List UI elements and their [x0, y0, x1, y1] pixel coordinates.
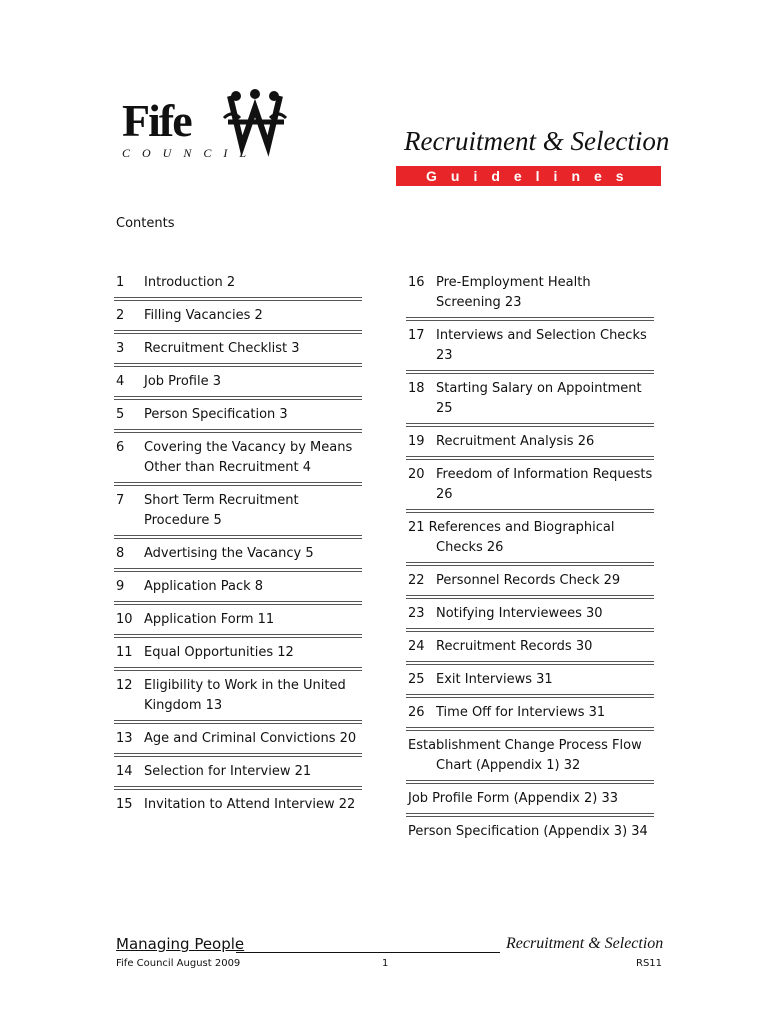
toc-entry-title: Application Form 11: [144, 612, 275, 627]
toc-entry-title: Invitation to Attend Interview 22: [144, 797, 356, 812]
toc-entry-title: Recruitment Records 30: [436, 639, 593, 654]
toc-entry-title: Notifying Interviewees 30: [436, 606, 603, 621]
toc-entry-number: 24: [408, 639, 425, 654]
toc-entry-number: 2: [116, 308, 125, 323]
toc-entry-title: Starting Salary on Appointment 25: [436, 381, 642, 416]
toc-entry[interactable]: [406, 325, 654, 366]
toc-entry-number: 23: [408, 606, 425, 621]
toc-divider: [406, 595, 654, 599]
toc-entry-number: 17: [408, 328, 425, 343]
toc-entry[interactable]: [114, 728, 362, 749]
toc-entry-number: 4: [116, 374, 125, 389]
toc-divider: [114, 601, 362, 605]
toc-entry-number: 18: [408, 381, 425, 396]
toc-entry-number: 8: [116, 546, 125, 561]
toc-entry-number: 20: [408, 467, 425, 482]
toc-entry[interactable]: [114, 338, 362, 359]
toc-divider: [114, 568, 362, 572]
footer-reference: RS11: [636, 958, 663, 969]
toc-entry-number: 10: [116, 612, 133, 627]
footer-doc-title: Recruitment & Selection: [506, 935, 664, 952]
toc-entry[interactable]: [114, 305, 362, 326]
toc-entry-number: 25: [408, 672, 425, 687]
toc-divider: [114, 667, 362, 671]
toc-divider: [406, 562, 654, 566]
toc-entry-title: Job Profile Form (Appendix 2) 33: [408, 791, 619, 806]
toc-entry[interactable]: [114, 543, 362, 564]
toc-divider: [406, 661, 654, 665]
toc-divider: [114, 482, 362, 486]
toc-entry[interactable]: [406, 735, 654, 776]
toc-entry-title: Short Term Recruitment Procedure 5: [144, 493, 299, 528]
toc-divider: [114, 753, 362, 757]
toc-entry-title: Job Profile 3: [144, 374, 221, 389]
toc-entry[interactable]: [406, 517, 654, 558]
toc-entry[interactable]: [114, 371, 362, 392]
toc-divider: [114, 330, 362, 334]
toc-entry[interactable]: [114, 576, 362, 597]
toc-entry-title: Person Specification 3: [144, 407, 288, 422]
toc-entry-number: 13: [116, 731, 133, 746]
toc-entry-title: Advertising the Vacancy 5: [144, 546, 314, 561]
logo-wordmark: Fife: [122, 95, 191, 146]
toc-divider: [406, 509, 654, 513]
toc-divider: [114, 786, 362, 790]
toc-entry[interactable]: [114, 609, 362, 630]
toc-entry-number: 26: [408, 705, 425, 720]
toc-entry-title: Eligibility to Work in the United Kingdom 13: [144, 678, 346, 713]
toc-divider: [406, 813, 654, 817]
toc-entry[interactable]: [406, 570, 654, 591]
toc-entry-number: 9: [116, 579, 125, 594]
toc-entry-title: Interviews and Selection Checks 23: [436, 328, 647, 363]
toc-entry-title: Application Pack 8: [144, 579, 264, 594]
toc-entry[interactable]: [406, 669, 654, 690]
toc-entry-number: 5: [116, 407, 125, 422]
toc-entry-title: Pre-Employment Health Screening 23: [436, 275, 591, 310]
toc-entry-number: 16: [408, 275, 425, 290]
toc-entry[interactable]: [114, 675, 362, 716]
toc-entry-title: Recruitment Analysis 26: [436, 434, 595, 449]
toc-entry[interactable]: [406, 821, 654, 842]
toc-entry-title: Equal Opportunities 12: [144, 645, 294, 660]
toc-entry[interactable]: [114, 761, 362, 782]
toc-entry-title: Filling Vacancies 2: [144, 308, 263, 323]
toc-divider: [406, 370, 654, 374]
toc-entry-number: 14: [116, 764, 133, 779]
toc-divider: [406, 456, 654, 460]
toc-entry[interactable]: [114, 437, 362, 478]
toc-right-column: [406, 272, 654, 842]
toc-entry-number: 7: [116, 493, 125, 508]
logo-figures-icon: [222, 88, 288, 158]
toc-entry-number: 22: [408, 573, 425, 588]
toc-divider: [406, 727, 654, 731]
toc-divider: [406, 694, 654, 698]
toc-divider: [114, 535, 362, 539]
toc-entry-number: 1: [116, 275, 125, 290]
toc-divider: [406, 628, 654, 632]
toc-entry[interactable]: [406, 702, 654, 723]
toc-entry-number: 12: [116, 678, 133, 693]
toc-entry-title: Time Off for Interviews 31: [436, 705, 606, 720]
toc-entry-title: Age and Criminal Convictions 20: [144, 731, 357, 746]
toc-entry-title: Person Specification (Appendix 3) 34: [408, 824, 648, 839]
toc-entry-number: 19: [408, 434, 425, 449]
toc-entry[interactable]: [406, 603, 654, 624]
toc-entry[interactable]: [114, 642, 362, 663]
document-title: Recruitment & Selection: [404, 126, 670, 156]
toc-entry[interactable]: [406, 272, 654, 313]
footer-divider: [236, 952, 500, 953]
toc-divider: [114, 634, 362, 638]
toc-divider: [114, 429, 362, 433]
toc-left-column: [114, 272, 362, 815]
toc-divider: [406, 780, 654, 784]
toc-entry-number: 11: [116, 645, 133, 660]
toc-entry-number: 3: [116, 341, 125, 356]
toc-entry[interactable]: [406, 431, 654, 452]
contents-heading: Contents: [116, 216, 175, 231]
toc-divider: [114, 396, 362, 400]
toc-divider: [114, 363, 362, 367]
toc-entry-title: Introduction 2: [144, 275, 236, 290]
toc-entry-title: Establishment Change Process Flow Chart (Appendix 1) 32: [408, 738, 642, 773]
toc-entry[interactable]: [406, 378, 654, 419]
toc-entry-title: Exit Interviews 31: [436, 672, 553, 687]
toc-divider: [406, 423, 654, 427]
footer-page-number: 1: [382, 958, 389, 969]
toc-entry-title: Freedom of Information Requests 26: [436, 467, 653, 502]
toc-entry[interactable]: [114, 490, 362, 531]
toc-entry[interactable]: [114, 794, 362, 815]
toc-divider: [406, 317, 654, 321]
toc-entry-title: Personnel Records Check 29: [436, 573, 621, 588]
toc-divider: [114, 297, 362, 301]
fife-council-logo: [118, 88, 288, 160]
toc-entry-title: Selection for Interview 21: [144, 764, 312, 779]
toc-entry[interactable]: [406, 788, 654, 809]
footer-date: Fife Council August 2009: [116, 958, 241, 969]
toc-entry-title: Covering the Vacancy by Means Other than Recruitment 4: [144, 440, 353, 475]
toc-divider: [114, 720, 362, 724]
toc-entry-number: 6: [116, 440, 125, 455]
toc-entry-title: 21 References and Biographical Checks 26: [408, 520, 615, 555]
toc-entry[interactable]: [114, 404, 362, 425]
toc-entry-number: 15: [116, 797, 133, 812]
footer-section-title: Managing People: [116, 935, 245, 953]
guidelines-banner: Guidelines: [396, 166, 661, 186]
toc-entry-title: Recruitment Checklist 3: [144, 341, 300, 356]
logo-subword: COUNCIL: [122, 146, 259, 160]
toc-entry[interactable]: [406, 636, 654, 657]
toc-entry[interactable]: [406, 464, 654, 505]
toc-entry[interactable]: [114, 272, 362, 293]
